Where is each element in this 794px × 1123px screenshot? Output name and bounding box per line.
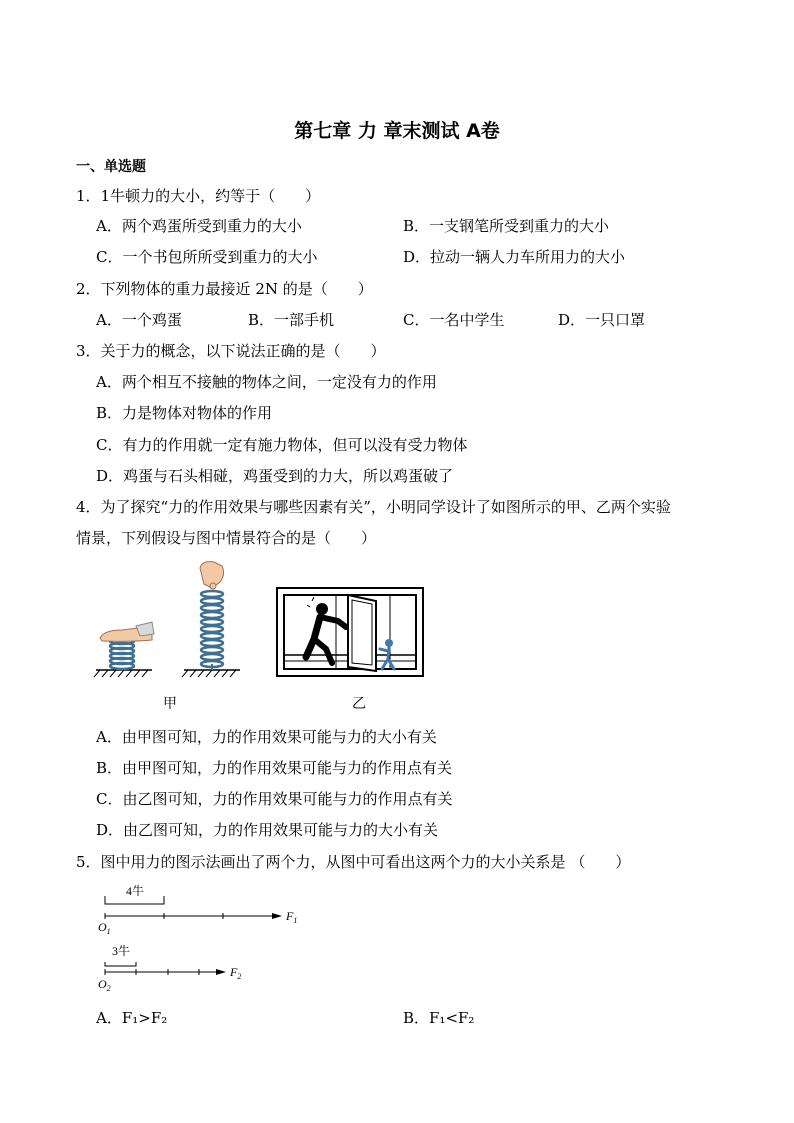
question-4-option-b: B．由甲图可知，力的作用效果可能与力的作用点有关: [96, 759, 453, 777]
question-3-option-c: C．有力的作用就一定有施力物体，但可以没有受力物体: [96, 436, 468, 454]
question-5-stem: 5．图中用力的图示法画出了两个力，从图中可看出这两个力的大小关系是 （ ）: [76, 853, 631, 871]
question-5-option-b: B．F₁<F₂: [403, 1009, 475, 1027]
question-2-option-b: B．一部手机: [248, 311, 335, 329]
figure-jia-caption: 甲: [163, 696, 177, 712]
question-1-option-a: A．两个鸡蛋所受到重力的大小: [96, 217, 302, 235]
question-4-stem-line1: 4．为了探究“力的作用效果与哪些因素有关”，小明同学设计了如图所示的甲、乙两个实验: [76, 498, 671, 516]
question-2-stem: 2．下列物体的重力最接近 2N 的是（ ）: [76, 280, 373, 298]
figure-yi-door: [276, 587, 424, 677]
svg-text:F1: [285, 909, 297, 925]
svg-text:F2: [229, 965, 241, 981]
scale-label-2: 3牛: [112, 944, 131, 958]
question-4-option-c: C．由乙图可知，力的作用效果可能与力的作用点有关: [96, 790, 453, 808]
force-diagram: [96, 878, 316, 998]
o2-label: O: [98, 977, 107, 991]
o1-subscript: 1: [106, 927, 111, 936]
svg-text:O2: [98, 977, 111, 993]
question-4-option-a: A．由甲图可知，力的作用效果可能与力的大小有关: [96, 728, 437, 746]
question-5-option-a: A．F₁>F₂: [96, 1009, 168, 1027]
o2-subscript: 2: [106, 984, 111, 993]
question-2-option-c: C．一名中学生: [403, 311, 505, 329]
f1-subscript: 1: [293, 916, 298, 925]
question-4-stem-line2: 情景，下列假设与图中情景符合的是（ ）: [76, 529, 377, 547]
question-1-option-b: B．一支钢笔所受到重力的大小: [403, 217, 610, 235]
question-3-option-b: B．力是物体对物体的作用: [96, 404, 273, 422]
question-2-option-a: A．一个鸡蛋: [96, 311, 182, 329]
scale-label-1: 4牛: [126, 884, 145, 898]
question-1-option-d: D．拉动一辆人力车所用力的大小: [403, 248, 626, 266]
f2-subscript: 2: [237, 972, 242, 981]
question-1-option-c: C．一个书包所所受到重力的大小: [96, 248, 318, 266]
question-1-stem: 1．1牛顿力的大小，约等于（ ）: [76, 187, 321, 205]
question-3-stem: 3．关于力的概念，以下说法正确的是（ ）: [76, 342, 386, 360]
svg-text:O1: [98, 920, 111, 936]
question-4-option-d: D．由乙图可知，力的作用效果可能与力的大小有关: [96, 821, 439, 839]
o1-label: O: [98, 920, 107, 934]
question-3-option-a: A．两个相互不接触的物体之间，一定没有力的作用: [96, 373, 437, 391]
question-3-option-d: D．鸡蛋与石头相碰，鸡蛋受到的力大，所以鸡蛋破了: [96, 467, 454, 485]
page-title: 第七章 力 章末测试 A卷: [294, 120, 500, 142]
section-heading: 一、单选题: [76, 159, 146, 175]
question-2-option-d: D．一只口罩: [558, 311, 646, 329]
f2-label: F: [230, 965, 238, 979]
figure-jia-springs: [92, 560, 252, 685]
figure-yi-caption: 乙: [352, 696, 366, 712]
f1-label: F: [286, 909, 294, 923]
